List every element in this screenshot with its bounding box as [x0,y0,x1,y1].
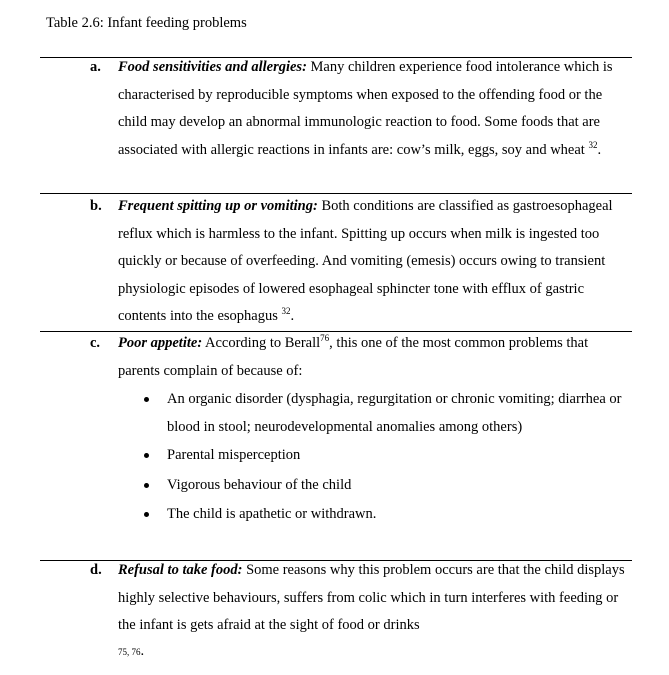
item-text: Many children experience food intolerance which is characterised by reproducible symptoms when exposed to the offending food or the child may develop an abnormal immunologic reaction to food. Some foods that are associated with allergic reactions in infants are: cow’s milk, eggs, soy and wheat [118,59,613,158]
item-text: Some reasons why this problem occurs are that the child displays highly selective behaviours, suffers from colic which in turn interferes with feeding or the infant is gets afraid at the sight of food or drinks [118,562,625,633]
citation: 32 [281,306,291,316]
bullet-icon [144,483,149,488]
item-letter: c. [90,335,101,351]
citation-line [118,640,630,663]
item-end: . [290,308,295,324]
bullet-icon [144,397,149,402]
citation: 76 [320,333,330,343]
list-item-a [90,54,630,164]
item-letter: d. [90,562,102,578]
bullet-item: An organic disorder (dysphagia, regurgitation or chronic vomiting; diarrhea or blood in stool; neurodevelopmental anomalies among others) [118,386,630,441]
item-term: Food sensitivities and allergies: [118,59,307,75]
list-item-d [90,557,630,663]
bullet-item: Parental misperception [118,442,630,470]
citation: 32 [588,139,598,150]
item-term: Poor appetite: [118,335,203,351]
item-term: Refusal to take food: [118,562,243,578]
item-text: , this one of the most common problems that parents complain of because of: [118,335,589,379]
bullet-item: Vigorous behaviour of the child [118,472,630,500]
item-text: Both conditions are classified as gastroesophageal reflux which is harmless to the infant. Spitting up occurs when milk is ingested too quickly or because of overfeeding. And vomiting (emesis) occurs owing to transient physiologic episodes of lowered esophageal sphincter tone with efflux of gastric contents into the esophagus [118,198,613,324]
item-end: . [140,642,145,659]
table-caption: Table 2.6: Infant feeding problems [46,15,247,31]
list-item-b [90,193,630,331]
item-letter: a. [90,59,101,75]
item-text: According to Berall [205,335,321,351]
list-item-c [90,330,630,529]
bullet-icon [144,512,149,517]
item-body [118,54,630,164]
citation: 75, 76 [118,646,141,657]
bullet-item: The child is apathetic or withdrawn. [118,501,630,529]
item-body [118,330,630,529]
item-term: Frequent spitting up or vomiting: [118,198,318,214]
bullet-icon [144,453,149,458]
item-body [118,557,630,663]
item-end: . [597,141,602,158]
item-letter: b. [90,198,102,214]
bullet-list [118,386,630,529]
item-body [118,193,630,331]
